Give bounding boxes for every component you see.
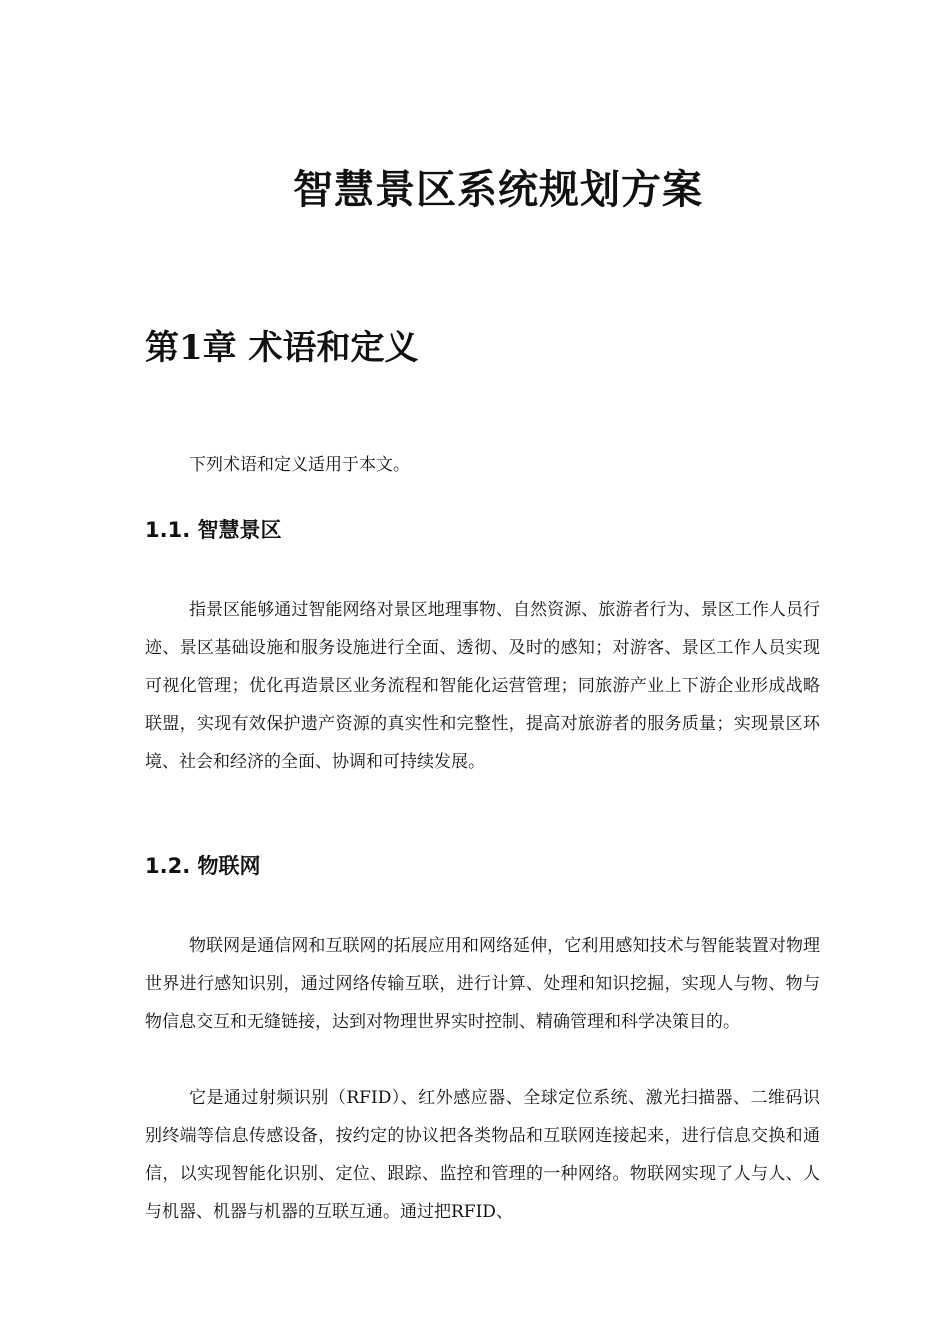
chapter-intro-paragraph: 下列术语和定义适用于本文。 (189, 455, 410, 475)
section-heading-iot: 1.2. 物联网 (145, 854, 261, 878)
section-paragraph: 指景区能够通过智能网络对景区地理事物、自然资源、旅游者行为、景区工作人员行迹、景区基础设施和服务设施进行全面、透彻、及时的感知；对游客、景区工作人员实现可视化管理；优化再造景区业务流程和智能化运营管理；同旅游产业上下游企业形成战略联盟，实现有效保护遗产资源的真实性和完整性，提高对旅游者的服务质量；实现景区环境、社会和经济的全面、协调和可持续发展。 (145, 600, 820, 772)
section-paragraph: 物联网是通信网和互联网的拓展应用和网络延伸，它利用感知技术与智能装置对物理世界进行感知识别，通过网络传输互联，进行计算、处理和知识挖掘，实现人与物、物与物信息交互和无缝链接，达到对物理世界实时控制、精确管理和科学决策目的。 (145, 936, 820, 1032)
section-paragraph: 它是通过射频识别（RFID）、红外感应器、全球定位系统、激光扫描器、二维码识别终端等信息传感设备，按约定的协议把各类物品和互联网连接起来，进行信息交换和通信，以实现智能化识别、定位、跟踪、监控和管理的一种网络。物联网实现了人与人、人与机器、机器与机器的互联互通。通过把RFID、 (145, 1088, 820, 1222)
document-title: 智慧景区系统规划方案 (293, 167, 703, 213)
chapter-heading: 第1章 术语和定义 (145, 328, 419, 368)
section-heading-smart-scenic-area: 1.1. 智慧景区 (145, 518, 282, 542)
